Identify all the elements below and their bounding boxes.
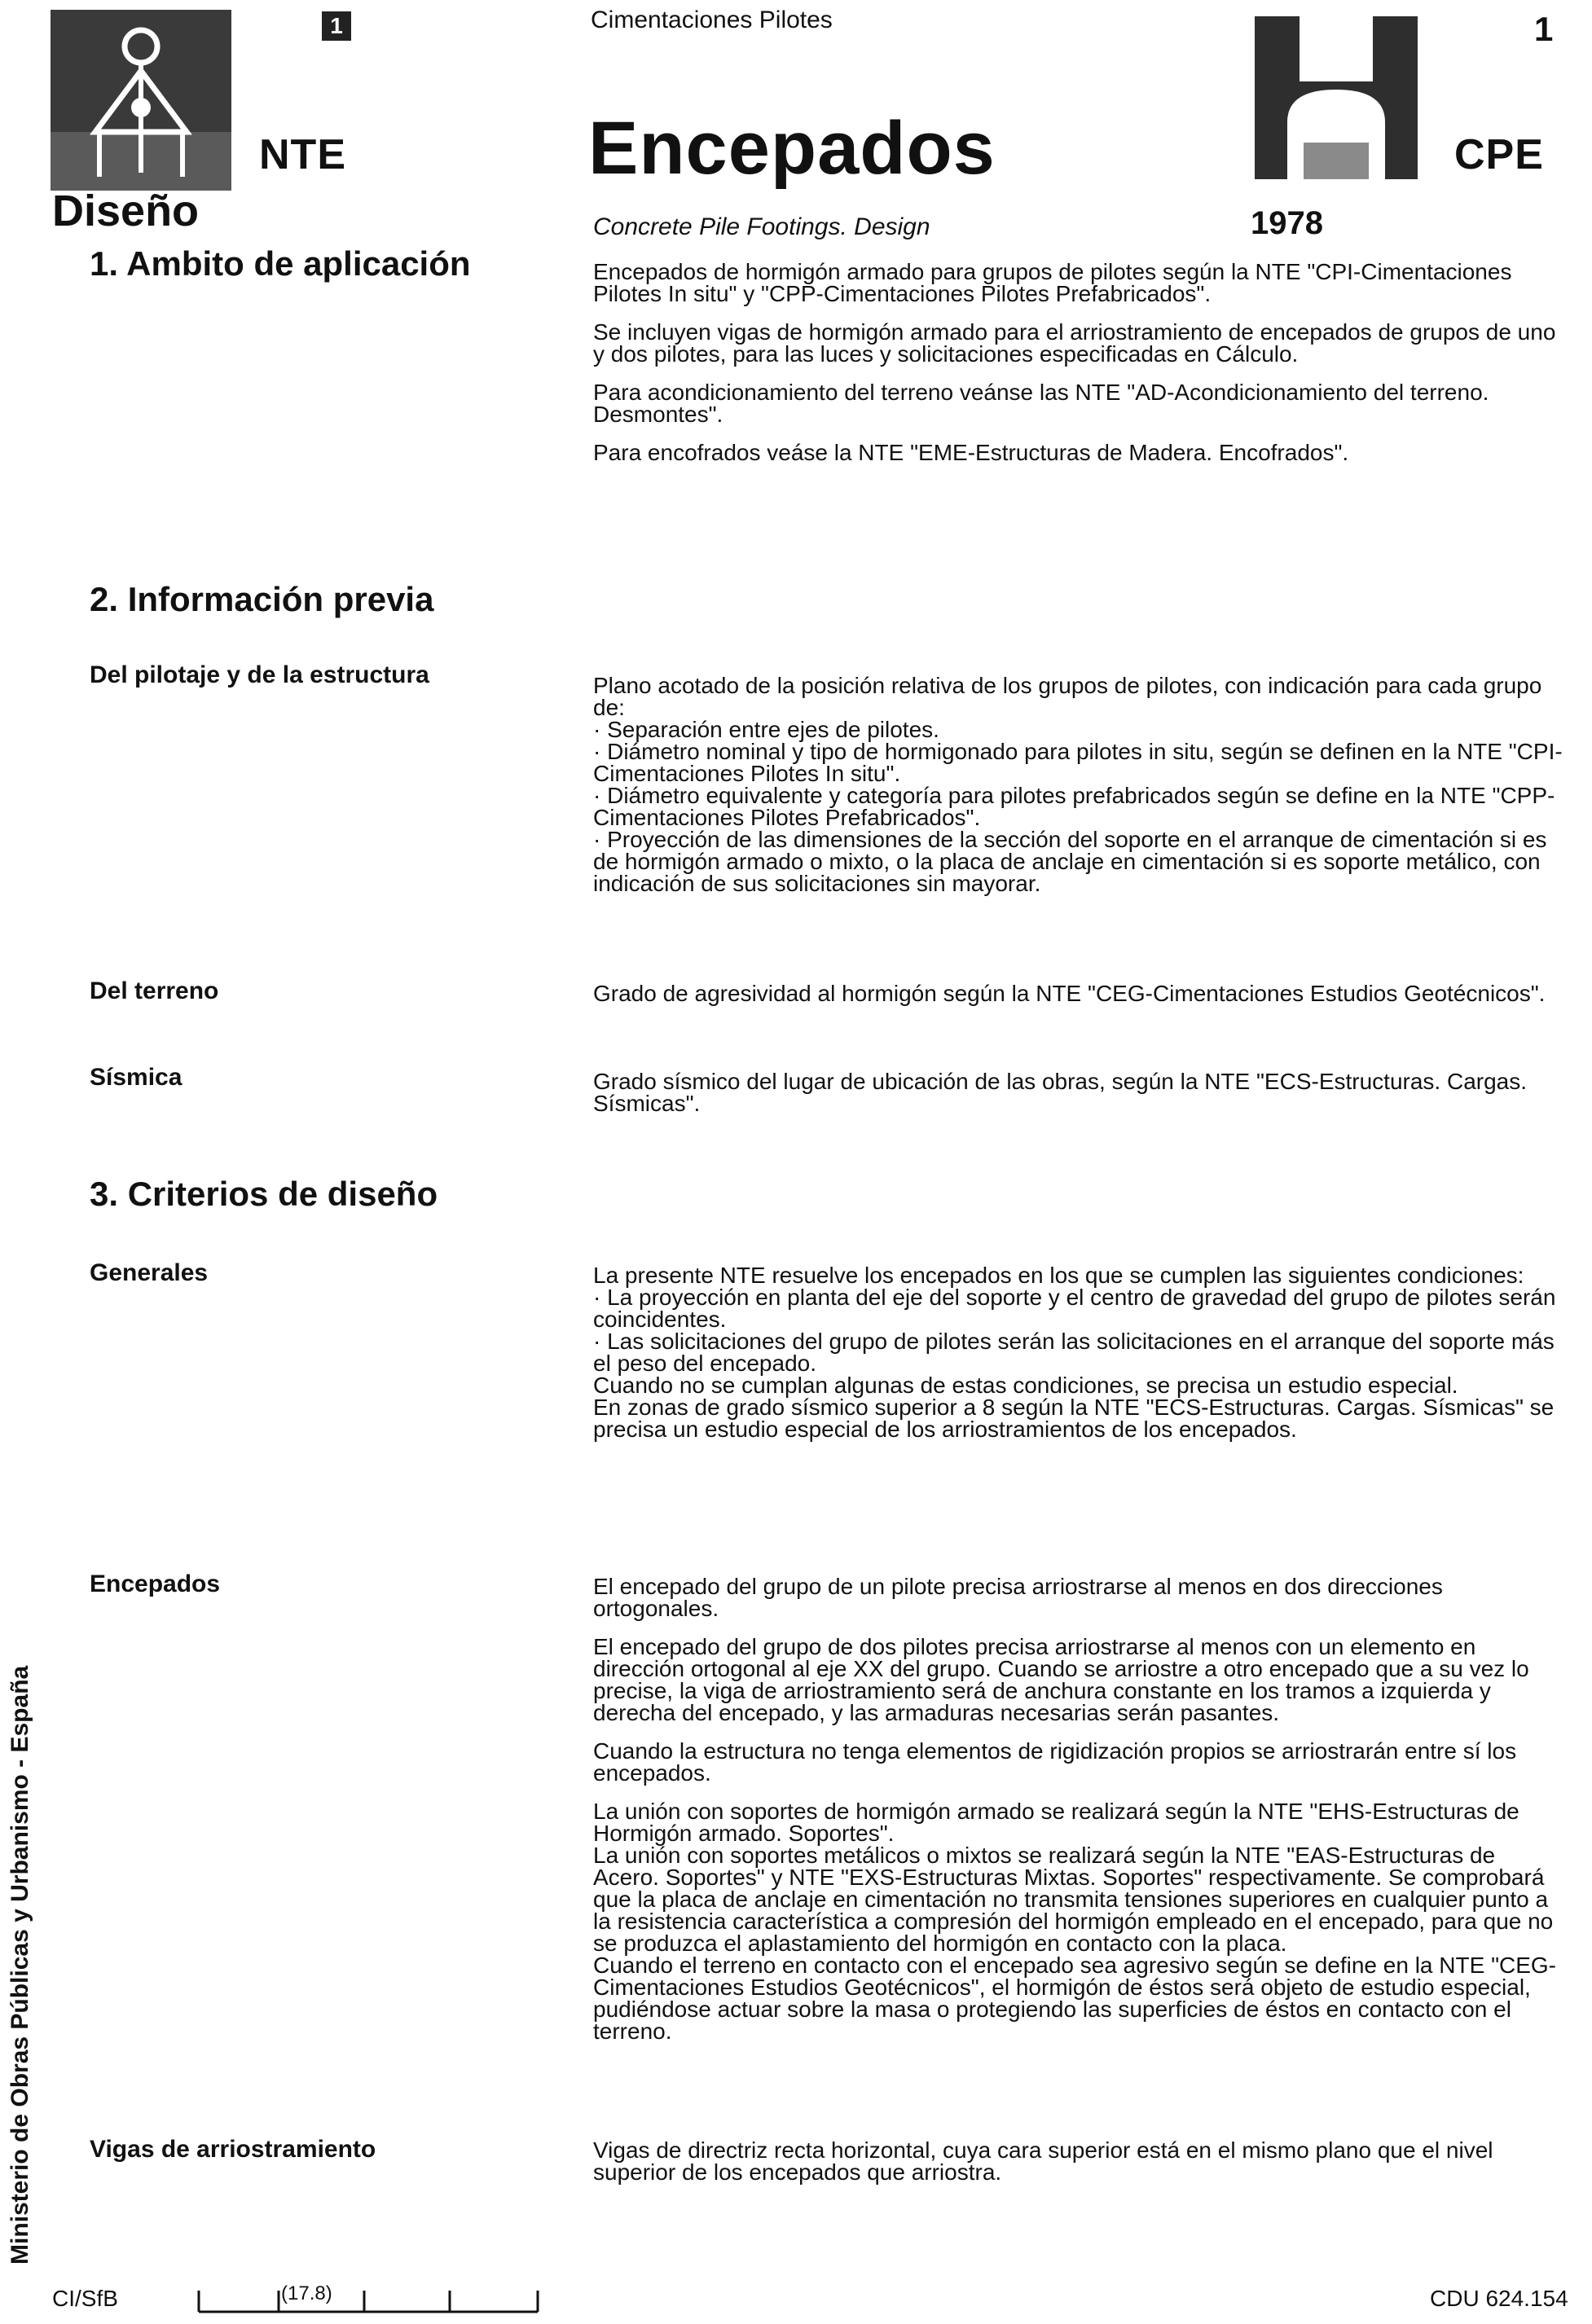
item-label-vigas: Vigas de arriostramiento bbox=[90, 2136, 376, 2163]
item-body-generales bbox=[593, 1264, 1563, 1440]
year-label: 1978 bbox=[1251, 205, 1323, 241]
item-body-vigas bbox=[593, 2139, 1563, 2183]
item-body-pilotaje bbox=[593, 674, 1563, 894]
paragraph: La unión con soportes de hormigón armado se realizará según la NTE "EHS-Estructuras de Hormigón armado. Soportes". bbox=[593, 1799, 1519, 1846]
section-type-label: Diseño bbox=[52, 187, 200, 235]
paragraph: La unión con soportes metálicos o mixtos se realizará según la NTE "EAS-Estructuras de Acero. Soportes" y NTE "EXS-Estructuras Mixtas. Soportes" respectivamente. Se comprobará que la placa de anclaje en cimentación no transmita tensiones superiores en cualquier punto a la resistencia característica a compresión del hormigón empleado en el encepado, para que no se produzca el aplastamiento del hormigón en contacto con la placa. bbox=[593, 1843, 1554, 1956]
sheet-number: 1 bbox=[1534, 10, 1554, 48]
nte-logo bbox=[51, 10, 231, 191]
code-label: CPE bbox=[1454, 131, 1544, 178]
cdu-label: CDU 624.154 bbox=[1430, 2286, 1568, 2311]
item-body-terreno bbox=[593, 982, 1563, 1004]
list-item: · La proyección en planta del eje del soporte y el centro de gravedad del grupo de pilotes serán coincidentes. bbox=[593, 1285, 1556, 1332]
list-item: · Diámetro equivalente y categoría para pilotes prefabricados según se define en la NTE "CPP-Cimentaciones Pilotes Prefabricados". bbox=[593, 783, 1555, 830]
list-item: · Las solicitaciones del grupo de pilotes serán las solicitaciones en el arranque del soporte más el peso del encepado. bbox=[593, 1329, 1555, 1376]
cpe-logo bbox=[1255, 16, 1418, 179]
paragraph: Grado de agresividad al hormigón según la NTE "CEG-Cimentaciones Estudios Geotécnicos". bbox=[593, 981, 1546, 1006]
cisfb-boxes bbox=[197, 2281, 539, 2313]
cpe-logo-icon bbox=[1255, 16, 1418, 179]
series-title: Cimentaciones Pilotes bbox=[591, 7, 833, 33]
paragraph: En zonas de grado sísmico superior a 8 según la NTE "ECS-Estructuras. Cargas. Sísmicas" se precisa un estudio especial de los arriostramientos de los encepados. bbox=[593, 1395, 1555, 1442]
paragraph: Grado sísmico del lugar de ubicación de las obras, según la NTE "ECS-Estructuras. Cargas. Sísmicas". bbox=[593, 1069, 1528, 1116]
page-title: Encepados bbox=[588, 107, 996, 190]
section-1-body bbox=[593, 261, 1563, 480]
paragraph: Para encofrados veáse la NTE "EME-Estructuras de Madera. Encofrados". bbox=[593, 440, 1349, 465]
list-item: · Proyección de las dimensiones de la sección del soporte en el arranque de cimentación si es de hormigón armado o mixto, o la placa de anclaje en cimentación si es soporte metálico, con indicación de sus solicitaciones sin mayorar. bbox=[593, 827, 1547, 896]
section-2-heading: 2. Información previa bbox=[90, 580, 434, 618]
list-item: · Separación entre ejes de pilotes. bbox=[593, 717, 939, 742]
paragraph: Para acondicionamiento del terreno veánse las NTE "AD-Acondicionamiento del terreno. Desmontes". bbox=[593, 380, 1489, 427]
item-label-sismica: Sísmica bbox=[90, 1064, 183, 1091]
item-label-generales: Generales bbox=[90, 1259, 209, 1286]
page-subtitle: Concrete Pile Footings. Design bbox=[593, 213, 930, 240]
paragraph: El encepado del grupo de dos pilotes precisa arriostrarse al menos con un elemento en dirección ortogonal al eje XX del grupo. Cuando se arriostre a otro encepado que a su vez lo precise, la viga de arriostramiento será de anchura constante en los tramos a izquierda y derecha del encepado, y las armaduras necesarias serán pasantes. bbox=[593, 1634, 1529, 1725]
section-1-heading: 1. Ambito de aplicación bbox=[90, 244, 471, 283]
paragraph: Vigas de directriz recta horizontal, cuya cara superior está en el mismo plano que el nivel superior de los encepados que arriostra. bbox=[593, 2137, 1493, 2185]
left-badge: 1 bbox=[322, 11, 351, 41]
cisfb-code: (17.8) bbox=[281, 2282, 332, 2304]
paragraph: Encepados de hormigón armado para grupos de pilotes según la NTE "CPI-Cimentaciones Pilotes In situ" y "CPP-Cimentaciones Pilotes Prefabricados". bbox=[593, 259, 1512, 306]
section-3-heading: 3. Criterios de diseño bbox=[90, 1175, 438, 1213]
ministry-sidebar: Ministerio de Obras Públicas y Urbanismo - España bbox=[7, 1665, 33, 2265]
list-item: · Diámetro nominal y tipo de hormigonado para pilotes in situ, según se definen en la NTE "CPI-Cimentaciones Pilotes In situ". bbox=[593, 739, 1563, 786]
list-item: Plano acotado de la posición relativa de los grupos de pilotes, con indicación para cada grupo de: bbox=[593, 673, 1542, 720]
paragraph: Cuando no se cumplan algunas de estas condiciones, se precisa un estudio especial. bbox=[593, 1373, 1458, 1398]
item-label-encepados: Encepados bbox=[90, 1571, 221, 1597]
nte-logo-icon bbox=[51, 10, 231, 191]
item-body-sismica bbox=[593, 1070, 1563, 1114]
paragraph: El encepado del grupo de un pilote precisa arriostrarse al menos en dos direcciones ortogonales. bbox=[593, 1574, 1443, 1621]
paragraph: Se incluyen vigas de hormigón armado para el arriostramiento de encepados de grupos de uno y dos pilotes, para las luces y solicitaciones especificadas en Cálculo. bbox=[593, 319, 1556, 367]
paragraph: Cuando la estructura no tenga elementos de rigidización propios se arriostrarán entre sí los encepados. bbox=[593, 1738, 1517, 1786]
paragraph: La presente NTE resuelve los encepados en los que se cumplen las siguientes condiciones: bbox=[593, 1263, 1524, 1288]
item-label-terreno: Del terreno bbox=[90, 977, 219, 1004]
paragraph: Cuando el terreno en contacto con el encepado sea agresivo según se define en la NTE "CEG-Cimentaciones Estudios Geotécnicos", el hormigón de éstos será objeto de estudio especial, pudiéndose actuar sobre la masa o protegiendo las superficies de éstos en contacto con el terreno. bbox=[593, 1953, 1557, 2044]
nte-label: NTE bbox=[259, 131, 346, 178]
item-body-encepados bbox=[593, 1575, 1563, 2042]
item-label-pilotaje: Del pilotaje y de la estructura bbox=[90, 661, 429, 688]
cisfb-label: CI/SfB bbox=[52, 2286, 118, 2311]
